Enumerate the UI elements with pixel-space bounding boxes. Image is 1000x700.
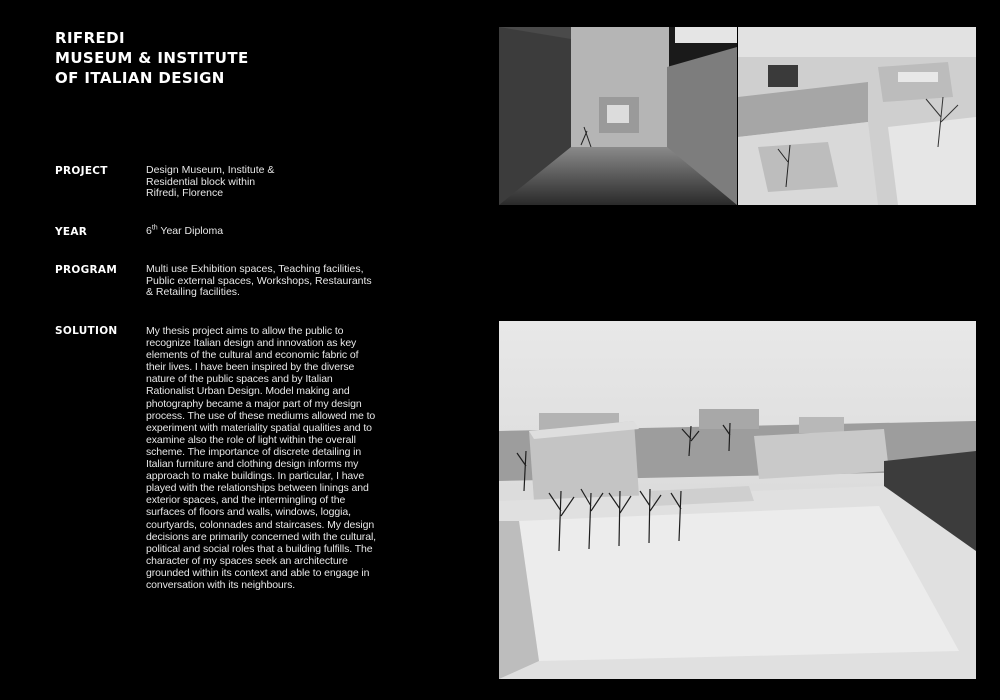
photo-model-overview (499, 321, 976, 679)
project-label: PROJECT (55, 165, 108, 177)
program-value (146, 264, 374, 299)
project-line: Design Museum, Institute & (146, 164, 275, 176)
program-line: & Retailing facilities. (146, 286, 240, 299)
program-line: Multi use Exhibition spaces, Teaching facilities, (146, 263, 364, 275)
year-value (146, 226, 374, 238)
year-label: YEAR (55, 226, 88, 238)
title-line-2: MUSEUM & INSTITUTE (55, 49, 249, 67)
project-value (146, 165, 374, 200)
year-ordinal: th (151, 224, 158, 232)
photo-model-interior (499, 27, 737, 205)
solution-text: My thesis project aims to allow the public to recognize Italian design and innovation as key elements of the cultural and economic fabric of their lives. I have been inspired by the diverse nature of the public spaces and by Italian Rationalist Urban Design. Model making and photography became a major part of my design process. The use of these mediums allowed me to experiment with materiality spatial qualities and to examine also the role of light within the overall scheme. The importance of discrete detailing in Italian furniture and clothing design informs my approach to make buildings. In particular, I have played with the relationships between linings and exterior spaces, and the intermingling of the surfaces of floors and walls, windows, loggia, courtyards, colonnades and staircases. My design decisions are primarily concerned with the cultural, political and social roles that a building fulfills. The character of my spaces seek an architecture grounded within its context and able to engage in conversation with its neighbours. (146, 325, 376, 591)
year-text: Year Diploma (157, 225, 224, 237)
project-line: Residential block within (146, 175, 256, 188)
title-line-1: RIFREDI (55, 29, 126, 47)
photo-model-aerial (738, 27, 976, 205)
solution-label: SOLUTION (55, 325, 118, 337)
program-line: Public external spaces, Workshops, Restaurants (146, 274, 372, 287)
program-label: PROGRAM (55, 264, 118, 276)
year-number: 6 (146, 225, 152, 237)
title-line-3: OF ITALIAN DESIGN (55, 69, 225, 87)
page-title (55, 28, 249, 88)
project-line: Rifredi, Florence (146, 187, 224, 200)
